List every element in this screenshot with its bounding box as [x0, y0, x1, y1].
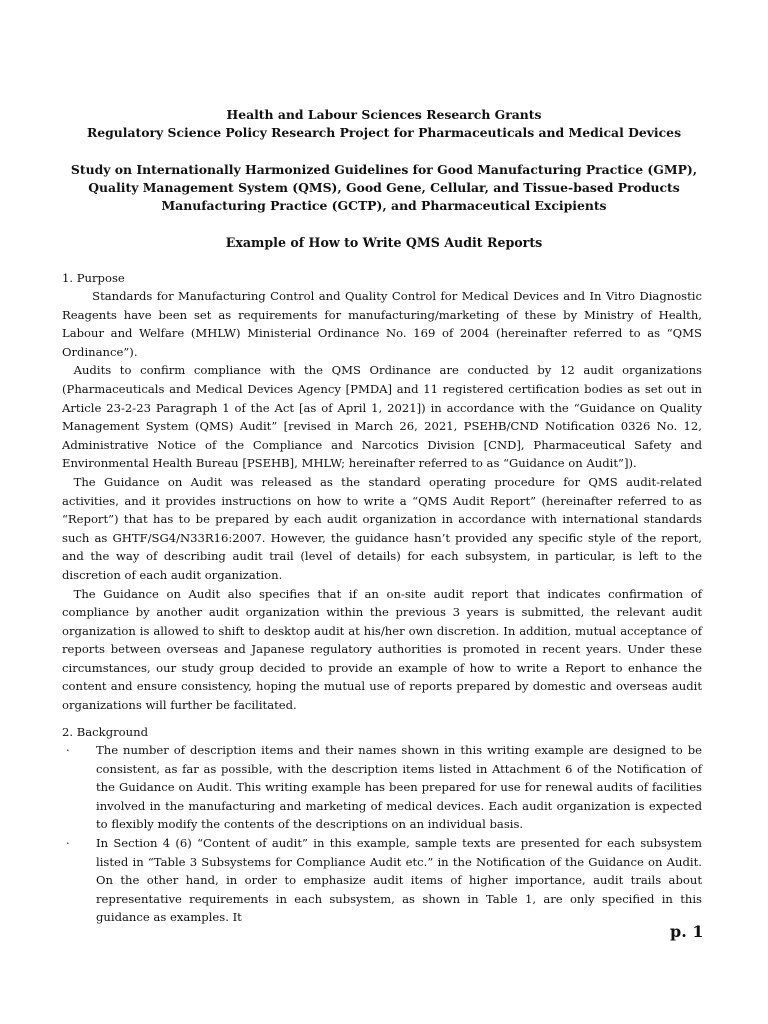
purpose-paragraph-1: Standards for Manufacturing Control and Quality Control for Medical Devices and In Vitro Diagnostic Reagents have been set as requirements for manufacturing/marketing of these by Ministry of Health, Labour and Welfare (MHLW) Ministerial Ordinance No. 169 of 2004 (hereinafter referred to as “QMS Ordinance”). — [62, 289, 702, 359]
example-title: Example of How to Write QMS Audit Reports — [225, 235, 543, 250]
purpose-paragraph-2: Audits to confirm compliance with the QMS Ordinance are conducted by 12 audit organizations (Pharmaceuticals and Medical Devices Agency [PMDA] and 11 registered certification bodies as set out in Article 23-2-23 Paragraph 1 of the Act [as of April 1, 2021]) in accordance with the “Guidance on Quality Management System (QMS) Audit” [revised in March 26, 2021, PSEHB/CND Notification 0326 No. 12, Administrative Notice of the Compliance and Narcotics Division [CND], Pharmaceutical Safety and Environmental Health Bureau [PSEHB], MHLW; hereinafter referred to as “Guidance on Audit”]). — [62, 363, 702, 471]
grant-header — [60, 106, 708, 142]
list-item — [62, 834, 702, 927]
bullet-marker: · — [66, 743, 70, 757]
project-title: Regulatory Science Policy Research Project for Pharmaceuticals and Medical Devices — [86, 125, 682, 140]
background-bullet-list — [62, 741, 702, 927]
purpose-paragraph-3: The Guidance on Audit was released as the standard operating procedure for QMS audit-related activities, and it provides instructions on how to write a “QMS Audit Report” (hereinafter referred to as “Report”) that has to be prepared by each audit organization in accordance with international standards such as GHTF/SG4/N33R16:2007. However, the guidance hasn’t provided any specific style of the report, and the way of describing audit trail (level of details) for each subsystem, in particular, is left to the discretion of each audit organization. — [62, 474, 702, 582]
study-title: Study on Internationally Harmonized Guidelines for Good Manufacturing Practice (GMP), Quality Management System (QMS), Good Gene, Cellular, and Tissue-based Products Manufacturing Practice (GCTP), and Pharmaceutical Excipients — [70, 162, 698, 213]
bullet-text: In Section 4 (6) “Content of audit” in this example, sample texts are presented for each subsystem listed in “Table 3 Subsystems for Compliance Audit etc.” in the Notification of the Guidance on Audit. On the other hand, in order to emphasize audit items of higher importance, audit trails about representative requirements in each subsystem, as shown in Table 1, are only specified in this guidance as examples. It — [96, 835, 702, 925]
purpose-paragraph-4: The Guidance on Audit also specifies that if an on-site audit report that indicates confirmation of compliance by another audit organization within the previous 3 years is submitted, the relevant audit organization is allowed to shift to desktop audit at his/her own discretion. In addition, mutual acceptance of reports between overseas and Japanese regulatory authorities is promoted in recent years. Under these circumstances, our study group decided to provide an example of how to write a Report to enhance the content and ensure consistency, hoping the mutual use of reports prepared by domestic and overseas audit organizations will further be facilitated. — [62, 586, 702, 713]
section-heading-purpose: 1. Purpose — [62, 271, 125, 285]
page-number: p. 1 — [670, 922, 704, 941]
section-purpose-body — [62, 287, 702, 715]
bullet-text: The number of description items and their names shown in this writing example are designed to be consistent, as far as possible, with the description items listed in Attachment 6 of the Notification of the Guidance on Audit. This writing example has been prepared for use for renewal audits of facilities involved in the manufacturing and marketing of medical devices. Each audit organization is expected to flexibly modify the contents of the descriptions on an individual basis. — [96, 743, 702, 832]
list-item — [62, 741, 702, 834]
grant-title: Health and Labour Sciences Research Grants — [226, 107, 542, 122]
bullet-marker: · — [66, 835, 70, 850]
section-heading-background: 2. Background — [62, 725, 148, 739]
